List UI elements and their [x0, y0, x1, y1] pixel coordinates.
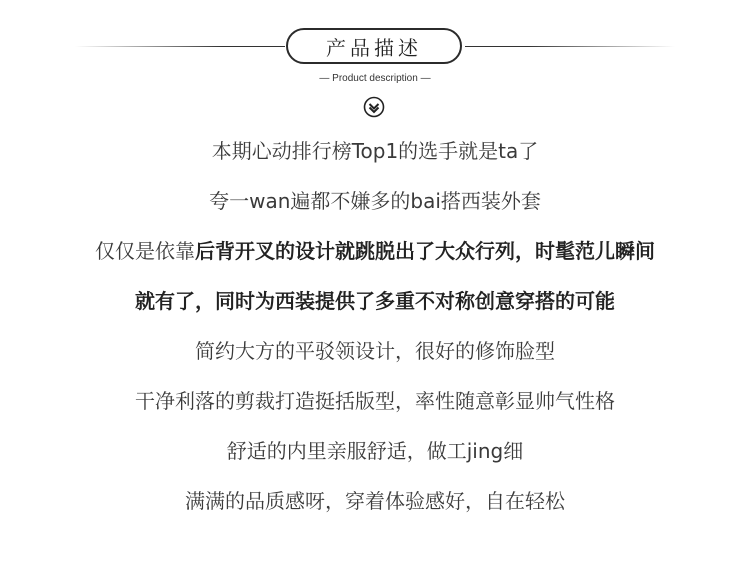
right-divider	[465, 46, 675, 47]
description-line: 舒适的内里亲服舒适，做工jing细	[226, 439, 524, 463]
left-divider	[75, 46, 285, 47]
chevron-down-circle-icon	[363, 96, 385, 118]
description-line-normal: 仅仅是依靠	[95, 239, 195, 263]
description-line: 满满的品质感呀，穿着体验感好，自在轻松	[185, 489, 565, 513]
description-line: 干净利落的剪裁打造挺括版型，率性随意彰显帅气性格	[135, 389, 615, 413]
description-line	[0, 283, 750, 333]
description-line: 简约大方的平驳领设计，很好的修饰脸型	[195, 339, 555, 363]
description-line-bold: 后背开叉的设计就跳脱出了大众行列，时髦范儿瞬间	[195, 239, 655, 263]
description-line: 本期心动排行榜Top1的选手就是ta了	[211, 139, 539, 163]
section-title	[286, 28, 462, 64]
description-line: 夸一wan遍都不嫌多的bai搭西装外套	[209, 189, 541, 213]
description-line-bold: 就有了，同时为西装提供了多重不对称创意穿搭的可能	[135, 289, 615, 313]
product-description	[0, 133, 750, 533]
description-line	[0, 233, 750, 283]
section-header	[0, 0, 750, 120]
section-title-text: 产品描述	[326, 35, 422, 60]
section-subtitle: — Product description —	[319, 73, 431, 84]
